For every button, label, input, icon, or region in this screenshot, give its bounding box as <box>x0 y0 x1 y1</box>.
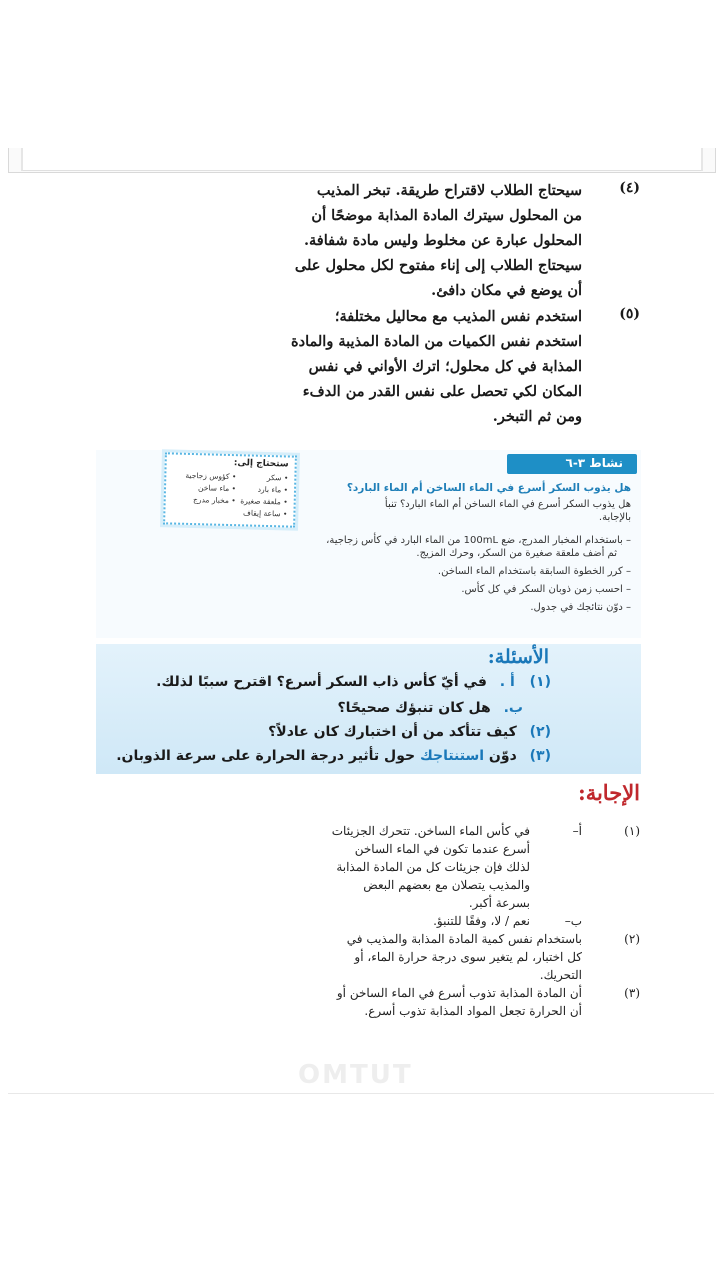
text-line: المحلول عبارة عن مخلوط وليس مادة شفافة. <box>303 232 582 249</box>
material-item: • ماء ساخن <box>197 483 237 494</box>
material-item: • ساعة إيقاف <box>242 508 288 519</box>
answer-text: نعم / لا، وفقًا للتنبؤ. <box>433 914 530 928</box>
question-item: ب. هل كان تنبؤك صحيحًا؟ <box>337 700 523 716</box>
page-bottom-divider <box>8 1093 714 1094</box>
highlight-term: استنتاجك <box>419 748 485 764</box>
answer-number: (٣) <box>624 986 640 1000</box>
answer-number: (٢) <box>624 932 640 946</box>
activity-box <box>96 450 641 638</box>
material-item: • مخبار مدرج <box>192 495 236 506</box>
question-item: (٢) كيف تتأكد من أن اختبارك كان عادلاً؟ <box>268 724 551 740</box>
question-item: (١) أ . في أيّ كأس ذاب السكر أسرع؟ اقترح سببًا لذلك. <box>156 674 551 690</box>
answer-text: في كأس الماء الساخن. تتحرك الجزيئات أسرع عندما تكون في الماء الساخن لذلك فإن جزيئات كل من المادة المذابة والمذيب يتصلان مع بعضهم البعض بسرعة أكبر. <box>331 824 530 910</box>
answer-sub: أ– <box>572 824 582 838</box>
materials-card <box>163 452 297 527</box>
question-item: (٣) دوّن استنتاجك حول تأثير درجة الحرارة على سرعة الذوبان. <box>116 748 551 764</box>
watermark-logo: OMTUT <box>298 1060 413 1090</box>
answer-text: باستخدام نفس كمية المادة المذابة والمذيب في كل اختبار، لم يتغير سوى درجة حرارة الماء، أو التحريك. <box>346 932 582 982</box>
step-text <box>252 178 582 303</box>
step-text <box>252 304 582 429</box>
material-item: • كؤوس زجاجية <box>185 470 237 482</box>
text-line: ومن ثم التبخر. <box>492 408 582 425</box>
text-line: المذابة في كل محلول؛ اترك الأواني في نفس <box>308 358 582 375</box>
text-line: من المحلول سيترك المادة المذابة موضحًا أن <box>311 207 582 224</box>
activity-step: – دوّن نتائجك في جدول. <box>530 602 631 613</box>
material-item: • ملعقة صغيرة <box>240 496 288 507</box>
activity-title: هل يذوب السكر أسرع في الماء الساخن أم الماء البارد؟ <box>346 482 631 494</box>
step-number: (٥) <box>619 306 640 322</box>
activity-step: – احسب زمن ذوبان السكر في كل كأس. <box>461 584 631 595</box>
materials-title: ستحتاج إلى: <box>233 458 289 470</box>
activity-step: – كرر الخطوة السابقة باستخدام الماء الساخن. <box>437 566 631 577</box>
answers-heading: الإجابة: <box>577 780 640 805</box>
questions-box <box>96 644 641 774</box>
activity-intro: هل يذوب السكر أسرع في الماء الساخن أم الماء البارد؟ تنبأ بالإجابة. <box>384 499 631 523</box>
text-line: استخدم نفس الكميات من المادة المذيبة والمادة <box>291 333 582 350</box>
answer-sub: ب– <box>564 914 582 928</box>
answer-number: (١) <box>624 824 640 838</box>
material-item: • سكر <box>266 472 289 483</box>
step-number: (٤) <box>619 180 640 196</box>
activity-steps <box>231 534 631 614</box>
questions-heading: الأسئلة: <box>487 646 549 668</box>
text-line: سيحتاج الطلاب لاقتراح طريقة. تبخر المذيب <box>316 182 582 199</box>
text-line: أن يوضع في مكان دافئ. <box>431 282 582 299</box>
activity-step: – باستخدام المخبار المدرج، ضع 100mL من الماء البارد في كأس زجاجية، <box>326 535 631 546</box>
text-line: المكان لكي تحصل على نفس القدر من الدفء <box>302 383 582 400</box>
page-top-frame <box>8 148 716 173</box>
text-line: استخدم نفس المذيب مع محاليل مختلفة؛ <box>334 308 582 325</box>
activity-badge: نشاط ٣-٦ <box>507 454 637 474</box>
material-item: • ماء بارد <box>257 484 289 495</box>
answer-text: أن المادة المذابة تذوب أسرع في الماء الساخن أو أن الحرارة تجعل المواد المذابة تذوب أسرع. <box>336 986 582 1018</box>
text-line: سيحتاج الطلاب إلى إناء مفتوح لكل محلول على <box>294 257 582 274</box>
activity-step: ثم أضف ملعقة صغيرة من السكر، وحرك المزيج. <box>416 548 617 559</box>
